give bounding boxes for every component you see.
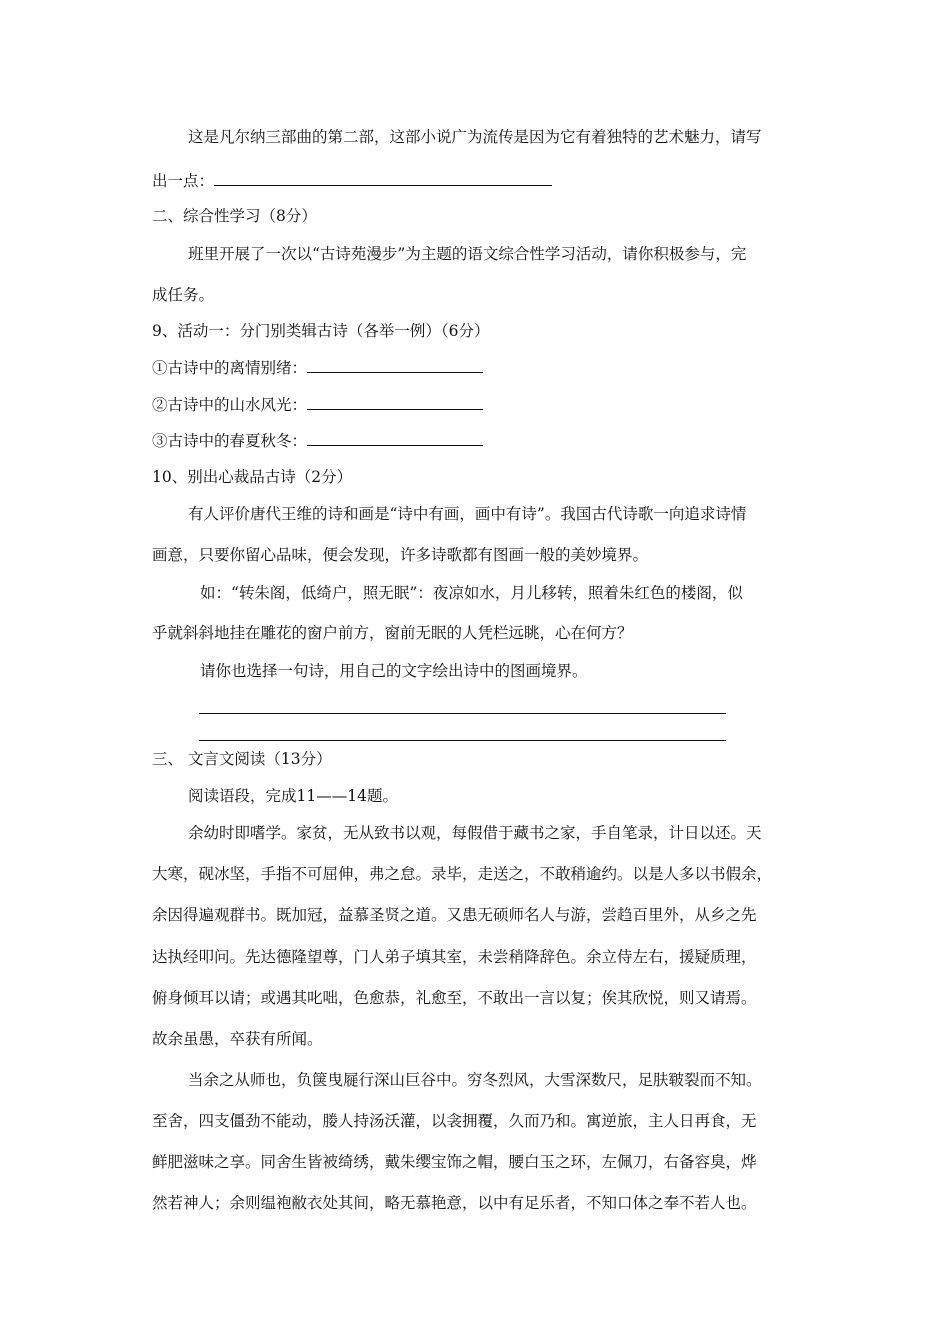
passage-para-1-line-4: 达执经叩问。先达德隆望尊，门人弟子填其室，未尝稍降辞色。余立侍左右，援疑质理， <box>152 948 757 966</box>
passage-para-2-line-3: 鲜肥滋味之享。同舍生皆被绮绣，戴朱缨宝饰之帽，腰白玉之环，左佩刀，右备容臭，烨 <box>152 1153 757 1171</box>
q9-item-1-blank[interactable] <box>307 358 483 373</box>
question-9-title: 9、活动一：分门别类辑古诗（各举一例）（6分） <box>152 322 490 340</box>
passage-para-1-line-1: 余幼时即嗜学。家贫，无从致书以观，每假借于藏书之家，手自笔录，计日以还。天 <box>188 824 762 842</box>
intro-line-2 <box>152 170 552 192</box>
q10-para-2-line-2: 乎就斜斜地挂在雕花的窗户前方，窗前无眠的人凭栏远眺，心在何方？ <box>152 624 633 642</box>
passage-para-1-line-3: 余因得遍观群书。既加冠，益慕圣贤之道。又患无硕师名人与游，尝趋百里外，从乡之先 <box>152 906 757 924</box>
q9-item-1-label: ①古诗中的离情别绪： <box>152 359 308 377</box>
passage-para-1-line-2: 大寒，砚冰坚，手指不可屈伸，弗之怠。录毕，走送之，不敢稍逾约。以是人多以书假余， <box>152 865 773 883</box>
q10-answer-line-1[interactable] <box>199 713 726 714</box>
question-10-title: 10、别出心裁品古诗（2分） <box>152 468 353 486</box>
passage-para-2-line-4: 然若神人；余则缊袍敝衣处其间，略无慕艳意，以中有足乐者，不知口体之奉不若人也。 <box>152 1194 757 1212</box>
q10-prompt: 请你也选择一句诗，用自己的文字绘出诗中的图画境界。 <box>200 662 588 680</box>
q9-item-3-label: ③古诗中的春夏秋冬： <box>152 432 308 450</box>
q9-item-2 <box>152 394 483 416</box>
q9-item-2-blank[interactable] <box>307 395 483 410</box>
passage-para-1-line-6: 故余虽愚，卒获有所闻。 <box>152 1030 323 1048</box>
section-3-instruction: 阅读语段，完成11——14题。 <box>188 787 398 805</box>
section-2-heading: 二、综合性学习（8分） <box>152 207 317 225</box>
intro-line-1: 这是凡尔纳三部曲的第二部，这部小说广为流传是因为它有着独特的艺术魅力，请写 <box>188 128 762 146</box>
q9-item-3-blank[interactable] <box>307 431 483 446</box>
intro-answer-blank[interactable] <box>214 171 552 186</box>
passage-para-2-line-1: 当余之从师也，负箧曳屣行深山巨谷中。穷冬烈风，大雪深数尺，足肤皲裂而不知。 <box>188 1071 762 1089</box>
section-3-heading: 三、 文言文阅读（13分） <box>152 750 332 768</box>
q9-item-2-label: ②古诗中的山水风光： <box>152 396 308 414</box>
q9-item-1 <box>152 357 483 379</box>
q9-item-3 <box>152 430 483 452</box>
q10-para-1-line-2: 画意，只要你留心品味，便会发现，许多诗歌都有图画一般的美妙境界。 <box>152 546 649 564</box>
q10-answer-line-2[interactable] <box>199 740 726 741</box>
intro-answer-label: 出一点： <box>152 172 215 190</box>
q10-para-1-line-1: 有人评价唐代王维的诗和画是“诗中有画，画中有诗”。我国古代诗歌一向追求诗情 <box>188 505 747 523</box>
section-2-intro-line-1: 班里开展了一次以“古诗苑漫步”为主题的语文综合性学习活动，请你积极参与，完 <box>188 245 747 263</box>
passage-para-2-line-2: 至舍，四支僵劲不能动，媵人持汤沃灌，以衾拥覆，久而乃和。寓逆旅，主人日再食，无 <box>152 1112 757 1130</box>
q10-para-2-line-1: 如：“转朱阁，低绮户，照无眠”：夜凉如水，月儿移转，照着朱红色的楼阁，似 <box>200 584 743 602</box>
section-2-intro-line-2: 成任务。 <box>152 286 215 304</box>
passage-para-1-line-5: 俯身倾耳以请；或遇其叱咄，色愈恭，礼愈至，不敢出一言以复；俟其欣悦，则又请焉。 <box>152 989 757 1007</box>
